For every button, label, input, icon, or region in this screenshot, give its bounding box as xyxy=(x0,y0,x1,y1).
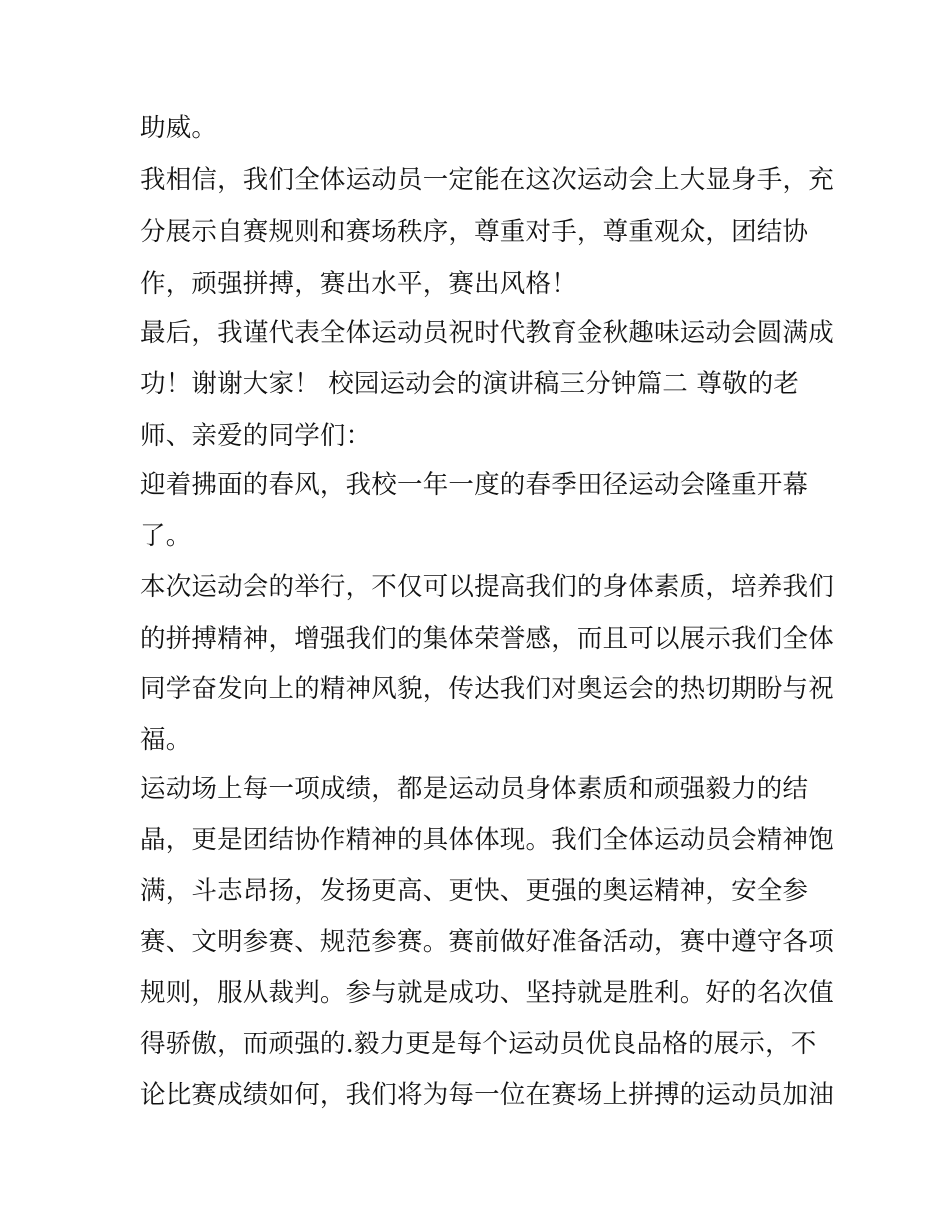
text-line: 论比赛成绩如何，我们将为每一位在赛场上拼搏的运动员加油 xyxy=(140,1080,834,1110)
text-line: 师、亲爱的同学们： xyxy=(140,421,372,451)
text-line: 得骄傲，而顽强的.毅力更是每个运动员优良品格的展示，不 xyxy=(140,1029,817,1059)
text-line: 我相信，我们全体运动员一定能在这次运动会上大显身手，充 xyxy=(140,165,834,195)
text-line: 满，斗志昂扬，发扬更高、更快、更强的奥运精神，安全参 xyxy=(140,876,809,906)
text-line: 本次运动会的举行，不仅可以提高我们的身体素质，培养我们 xyxy=(140,572,834,602)
text-line: 助威。 xyxy=(140,113,218,143)
text-line: 规则，服从裁判。参与就是成功、坚持就是胜利。好的名次值 xyxy=(140,978,834,1008)
text-line: 了。 xyxy=(140,521,192,551)
text-line: 功！谢谢大家！ 校园运动会的演讲稿三分钟篇二 尊敬的老 xyxy=(140,369,800,399)
text-line: 晶，更是团结协作精神的具体体现。我们全体运动员会精神饱 xyxy=(140,825,834,855)
text-line: 迎着拂面的春风，我校一年一度的春季田径运动会隆重开幕 xyxy=(140,470,809,500)
text-line: 福。 xyxy=(140,725,192,755)
text-line: 最后，我谨代表全体运动员祝时代教育金秋趣味运动会圆满成 xyxy=(140,318,834,348)
text-line: 的拼搏精神，增强我们的集体荣誉感，而且可以展示我们全体 xyxy=(140,624,834,654)
text-line: 同学奋发向上的精神风貌，传达我们对奥运会的热切期盼与祝 xyxy=(140,674,834,704)
text-line: 赛、文明参赛、规范参赛。赛前做好准备活动，赛中遵守各项 xyxy=(140,927,834,957)
text-line: 分展示自赛规则和赛场秩序，尊重对手，尊重观众，团结协 xyxy=(140,217,809,247)
text-line: 作，顽强拼搏，赛出水平，赛出风格！ xyxy=(140,269,577,299)
text-line: 运动场上每一项成绩，都是运动员身体素质和顽强毅力的结 xyxy=(140,774,809,804)
